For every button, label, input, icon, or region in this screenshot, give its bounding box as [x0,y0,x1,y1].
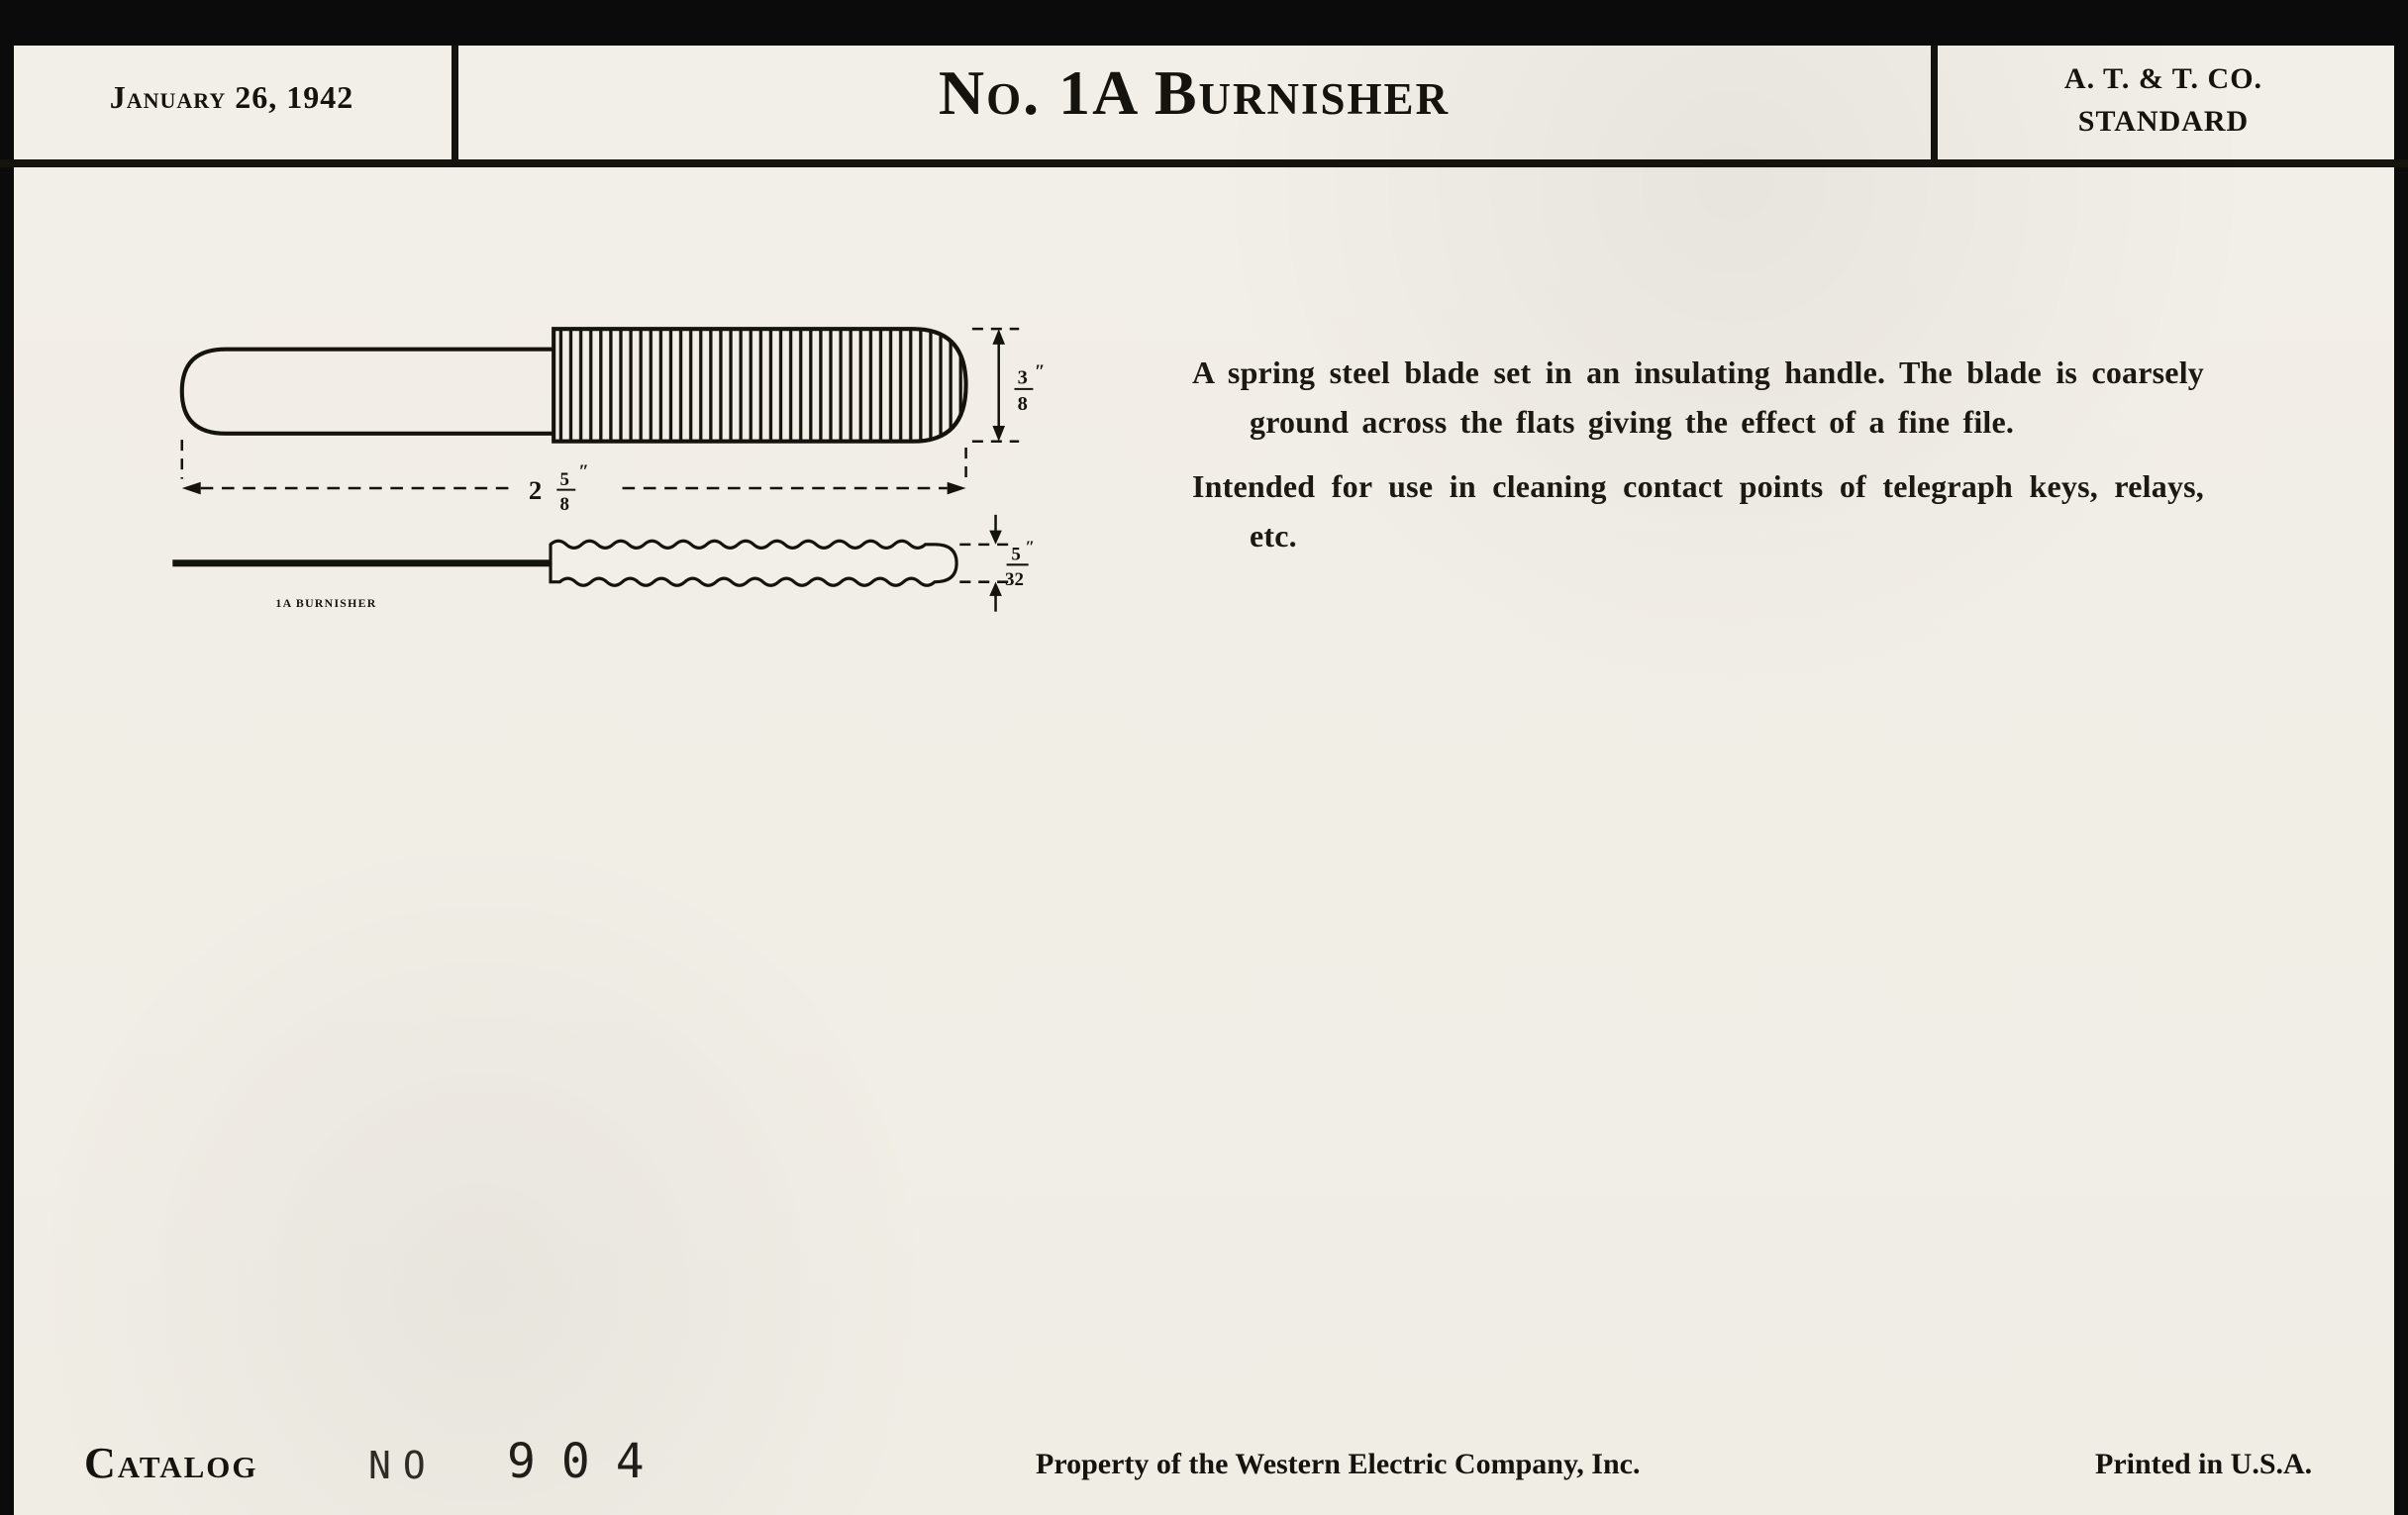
org-standard: STANDARD [2077,105,2250,138]
scan-edge-right [2394,0,2408,1515]
catalog-label: Catalog [84,1439,258,1487]
burnisher-diagram [166,313,1075,642]
dim-thickness-denominator: 32 [1005,568,1024,590]
printed-in-usa: Printed in U.S.A. [2095,1448,2313,1480]
dim-length-denominator: 8 [559,494,569,516]
burnisher-drawing [166,313,1075,647]
handle-knurled [551,541,956,585]
handle-outline [182,350,560,434]
page-title: No. 1A Burnisher [938,57,1451,128]
dim-blade-thickness [959,515,1035,612]
dim-length-unit: ″ [578,461,589,482]
dim-length-numerator: 5 [559,468,569,490]
catalog-no-label: NO [368,1444,438,1487]
scan-edge-left [0,0,14,1515]
dim-width-unit: ″ [1034,361,1046,383]
description-paragraph-2: Intended for use in cleaning contact points of telegraph keys, relays, etc. [1192,468,2204,554]
org-name: A. T. & T. CO. [2063,62,2263,95]
dim-thickness-unit: ″ [1025,537,1036,556]
dim-width-numerator: 3 [1017,366,1028,389]
stamp-label: 1A BURNISHER [275,595,377,610]
dim-length-whole: 2 [528,475,543,506]
dim-overall-length [182,440,966,515]
header-date: January 26, 1942 [109,79,354,115]
dim-width-denominator: 8 [1017,393,1028,416]
description-paragraph-1: A spring steel blade set in an insulating handle. The blade is coarsely ground across the flats giving the effect of a fine file. [1192,354,2204,440]
header-org [1943,57,2384,143]
catalog-number-stamp: 904 [507,1434,670,1489]
header-divider-right [1931,46,1938,159]
dim-thickness-numerator: 5 [1011,544,1021,565]
blade-hatched [553,329,965,442]
scan-edge-top [0,0,2408,46]
header-divider-left [452,46,458,159]
description [1192,349,2204,560]
property-notice: Property of the Western Electric Company, Inc. [1036,1448,1641,1480]
header-rule [0,159,2408,167]
top-view [182,329,966,442]
side-view [172,541,956,585]
dim-blade-width [972,329,1046,442]
